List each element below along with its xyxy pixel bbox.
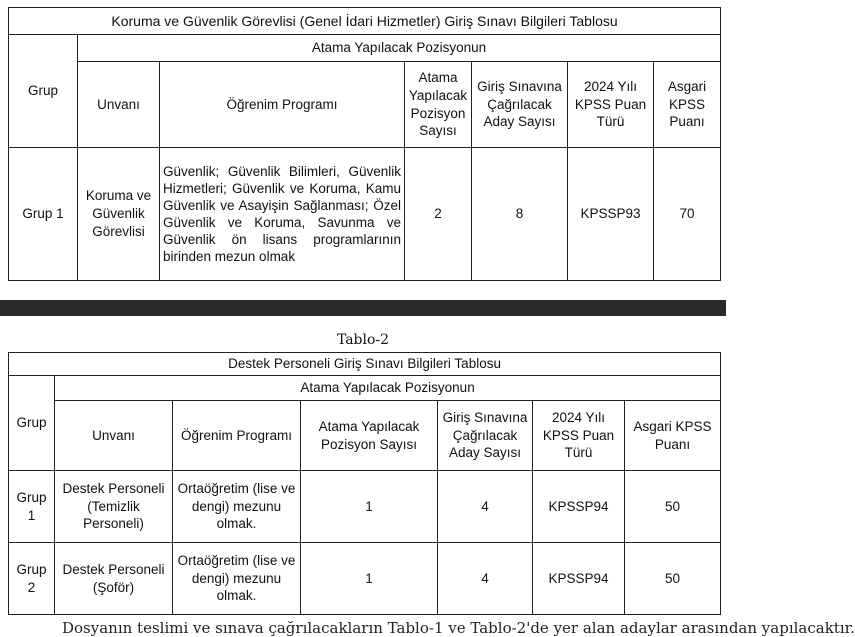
min-score-cell: 50	[625, 543, 721, 615]
program-cell: Ortaöğretim (lise ve dengi) mezunu olmak.	[173, 471, 301, 543]
title-cell: Destek Personeli (Temizlik Personeli)	[55, 471, 173, 543]
group-cell: Grup 1	[9, 148, 78, 281]
group-cell: Grup 2	[9, 543, 55, 615]
score-type-cell: KPSSP93	[568, 148, 654, 281]
position-header: Atama Yapılacak Pozisyonun	[78, 35, 721, 62]
positions-cell: 1	[301, 543, 438, 615]
table-row	[9, 471, 721, 543]
column-header: Öğrenim Programı	[173, 401, 301, 471]
security-guard-exam-table	[8, 7, 721, 281]
section-divider	[0, 300, 726, 316]
footer-text-cut	[8, 617, 855, 637]
column-header: Asgari KPSS Puanı	[625, 401, 721, 471]
footer-text: Dosyanın teslimi ve sınava çağrılacakların Tablo-1 ve Tablo-2'de yer alan adaylar arasından yapılacaktır.	[62, 619, 855, 637]
column-header: Öğrenim Programı	[160, 62, 405, 148]
title-cell: Koruma ve Güvenlik Görevlisi	[78, 148, 160, 281]
table-caption: Tablo-2	[336, 332, 390, 348]
title-cell: Destek Personeli (Şoför)	[55, 543, 173, 615]
min-score-cell: 70	[654, 148, 721, 281]
program-cell: Güvenlik; Güvenlik Bilimleri, Güvenlik Hizmetleri; Güvenlik ve Koruma, Kamu Güvenlik ve Asayişin Sağlanması; Özel Güvenlik ve Koruma, Savunma ve Güvenlik ön lisans programlarının birinden mezun olmak	[160, 148, 405, 281]
column-header: Unvanı	[55, 401, 173, 471]
score-type-cell: KPSSP94	[533, 543, 625, 615]
table-title: Destek Personeli Giriş Sınavı Bilgileri Tablosu	[9, 353, 721, 376]
table-row	[9, 148, 721, 281]
candidates-cell: 4	[438, 471, 533, 543]
positions-cell: 2	[405, 148, 472, 281]
column-header: 2024 Yılı KPSS Puan Türü	[568, 62, 654, 148]
column-header: Unvanı	[78, 62, 160, 148]
group-cell: Grup 1	[9, 471, 55, 543]
position-header: Atama Yapılacak Pozisyonun	[55, 376, 721, 401]
column-header: Giriş Sınavına Çağrılacak Aday Sayısı	[438, 401, 533, 471]
group-header: Grup	[9, 376, 55, 471]
candidates-cell: 4	[438, 543, 533, 615]
column-header: Atama Yapılacak Pozisyon Sayısı	[405, 62, 472, 148]
program-cell: Ortaöğretim (lise ve dengi) mezunu olmak.	[173, 543, 301, 615]
group-header: Grup	[9, 35, 78, 148]
candidates-cell: 8	[472, 148, 568, 281]
column-header: Giriş Sınavına Çağrılacak Aday Sayısı	[472, 62, 568, 148]
support-staff-exam-table	[8, 352, 721, 615]
table-title: Koruma ve Güvenlik Görevlisi (Genel İdari Hizmetler) Giriş Sınavı Bilgileri Tablosu	[9, 8, 721, 35]
column-header: Asgari KPSS Puanı	[654, 62, 721, 148]
min-score-cell: 50	[625, 471, 721, 543]
score-type-cell: KPSSP94	[533, 471, 625, 543]
column-header: Atama Yapılacak Pozisyon Sayısı	[301, 401, 438, 471]
positions-cell: 1	[301, 471, 438, 543]
table-row	[9, 543, 721, 615]
column-header: 2024 Yılı KPSS Puan Türü	[533, 401, 625, 471]
